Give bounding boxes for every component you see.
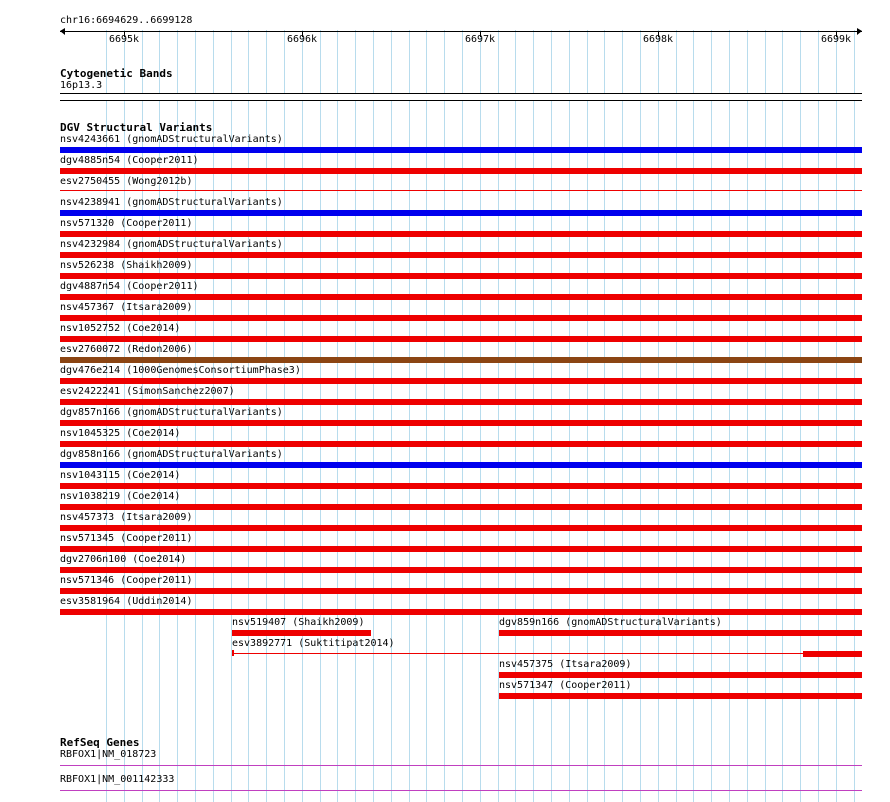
dgv-feature-bar[interactable]: [60, 504, 862, 510]
cytoband-feature[interactable]: [60, 93, 862, 101]
ruler-label-6699k: 6699k: [820, 34, 852, 45]
dgv-feature-label[interactable]: nsv457373 (Itsara2009): [60, 512, 193, 523]
dgv-feature-bar[interactable]: [60, 462, 862, 468]
refseq-track-title: RefSeq Genes: [60, 736, 140, 749]
dgv-feature-bar[interactable]: [60, 378, 862, 384]
dgv-feature-bar[interactable]: [60, 567, 862, 573]
dgv-feature-bar[interactable]: [60, 190, 862, 191]
ruler-label-6696k: 6696k: [286, 34, 318, 45]
dgv-feature-label[interactable]: dgv857n166 (gnomADStructuralVariants): [60, 407, 283, 418]
dgv-feature-bar[interactable]: [499, 672, 862, 678]
dgv-feature-label[interactable]: dgv858n166 (gnomADStructuralVariants): [60, 449, 283, 460]
ruler-line: [60, 31, 862, 32]
ruler-left-arrow-icon: [60, 28, 65, 35]
dgv-feature-label[interactable]: nsv1043115 (Coe2014): [60, 470, 181, 481]
ruler-right-arrow-icon: [857, 28, 862, 35]
dgv-feature-label[interactable]: dgv4885n54 (Cooper2011): [60, 155, 199, 166]
dgv-feature-bar[interactable]: [499, 630, 862, 636]
cytoband-label[interactable]: 16p13.3: [60, 80, 103, 91]
dgv-feature-label[interactable]: esv2760072 (Redon2006): [60, 344, 193, 355]
dgv-feature-label[interactable]: nsv4232984 (gnomADStructuralVariants): [60, 239, 283, 250]
dgv-feature-bar-end[interactable]: [803, 651, 862, 657]
ruler-label-6698k: 6698k: [642, 34, 674, 45]
dgv-feature-label[interactable]: dgv859n166 (gnomADStructuralVariants): [499, 617, 722, 628]
ruler-label-6695k: 6695k: [108, 34, 140, 45]
dgv-feature-label[interactable]: nsv571320 (Cooper2011): [60, 218, 193, 229]
dgv-feature-bar[interactable]: [60, 231, 862, 237]
dgv-feature-label[interactable]: nsv1052752 (Coe2014): [60, 323, 181, 334]
dgv-feature-label[interactable]: nsv526238 (Shaikh2009): [60, 260, 193, 271]
dgv-feature-label[interactable]: nsv571345 (Cooper2011): [60, 533, 193, 544]
dgv-feature-label[interactable]: nsv457375 (Itsara2009): [499, 659, 632, 670]
dgv-feature-bar[interactable]: [60, 420, 862, 426]
dgv-feature-bar[interactable]: [60, 147, 862, 153]
dgv-feature-bar[interactable]: [60, 609, 862, 615]
dgv-feature-bar[interactable]: [60, 483, 862, 489]
dgv-feature-bar[interactable]: [60, 315, 862, 321]
dgv-feature-bar[interactable]: [60, 525, 862, 531]
dgv-feature-label[interactable]: nsv4238941 (gnomADStructuralVariants): [60, 197, 283, 208]
gene-label[interactable]: RBFOX1|NM_001142333: [60, 774, 175, 785]
dgv-feature-bar[interactable]: [60, 252, 862, 258]
dgv-feature-label[interactable]: nsv1038219 (Coe2014): [60, 491, 181, 502]
dgv-feature-label[interactable]: nsv1045325 (Coe2014): [60, 428, 181, 439]
dgv-feature-bar[interactable]: [60, 357, 862, 363]
dgv-feature-bar[interactable]: [60, 336, 862, 342]
position-label: chr16:6694629..6699128: [60, 15, 193, 26]
dgv-feature-label[interactable]: nsv571346 (Cooper2011): [60, 575, 193, 586]
dgv-track-title: DGV Structural Variants: [60, 121, 213, 134]
dgv-feature-bar[interactable]: [499, 693, 862, 699]
dgv-feature-bar[interactable]: [60, 210, 862, 216]
dgv-feature-bar[interactable]: [60, 546, 862, 552]
dgv-feature-thin-line[interactable]: [232, 653, 803, 654]
dgv-feature-bar[interactable]: [60, 294, 862, 300]
dgv-feature-bar[interactable]: [60, 441, 862, 447]
dgv-feature-bar[interactable]: [60, 399, 862, 405]
dgv-feature-label[interactable]: dgv4887n54 (Cooper2011): [60, 281, 199, 292]
dgv-feature-label[interactable]: esv2750455 (Wong2012b): [60, 176, 193, 187]
dgv-feature-label[interactable]: nsv457367 (Itsara2009): [60, 302, 193, 313]
dgv-feature-label[interactable]: nsv4243661 (gnomADStructuralVariants): [60, 134, 283, 145]
dgv-feature-label[interactable]: esv3892771 (Suktitipat2014): [232, 638, 395, 649]
dgv-feature-label[interactable]: esv2422241 (SimonSanchez2007): [60, 386, 235, 397]
dgv-feature-bar[interactable]: [60, 168, 862, 174]
dgv-feature-bar[interactable]: [60, 273, 862, 279]
dgv-feature-label[interactable]: dgv476e214 (1000GenomesConsortiumPhase3): [60, 365, 301, 376]
gene-label[interactable]: RBFOX1|NM_018723: [60, 749, 157, 760]
dgv-feature-bar[interactable]: [232, 630, 371, 636]
ruler: [60, 26, 862, 46]
gene-line[interactable]: [60, 790, 862, 791]
dgv-feature-bar-start[interactable]: [232, 650, 234, 656]
dgv-feature-bar[interactable]: [60, 588, 862, 594]
dgv-feature-label[interactable]: esv3581964 (Uddin2014): [60, 596, 193, 607]
ruler-label-6697k: 6697k: [464, 34, 496, 45]
cytoband-track-title: Cytogenetic Bands: [60, 67, 173, 80]
gene-line[interactable]: [60, 765, 862, 766]
dgv-feature-label[interactable]: nsv519407 (Shaikh2009): [232, 617, 365, 628]
dgv-feature-label[interactable]: nsv571347 (Cooper2011): [499, 680, 632, 691]
dgv-feature-label[interactable]: dgv2706n100 (Coe2014): [60, 554, 187, 565]
